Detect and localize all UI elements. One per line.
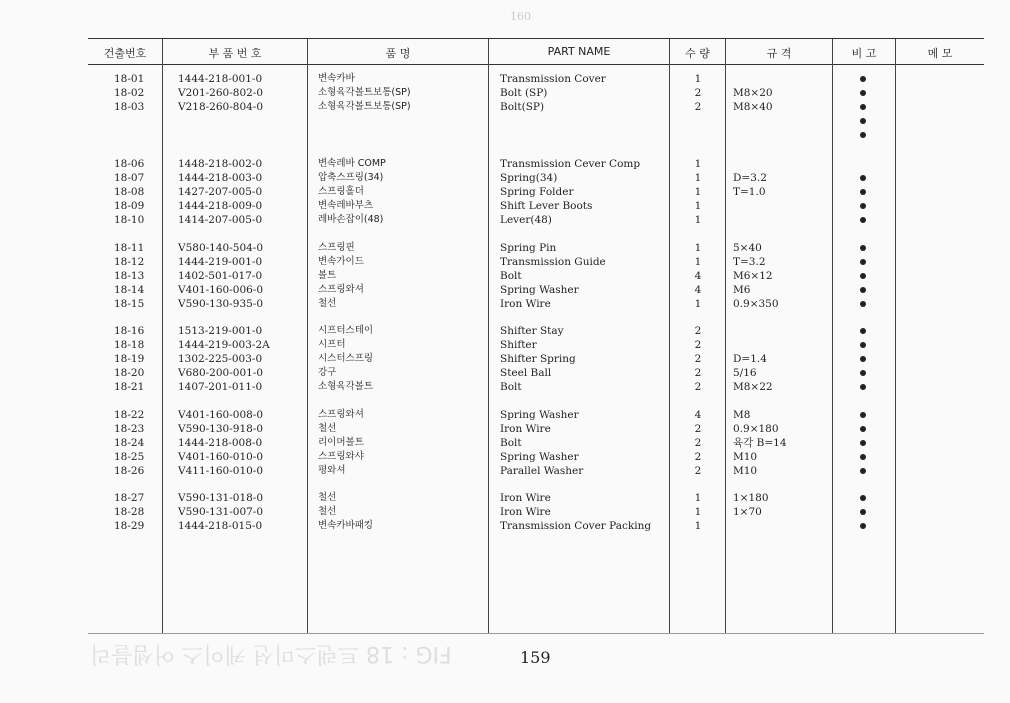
part-number: 1444-219-003-2A xyxy=(178,339,270,351)
remark-dot-icon xyxy=(860,132,866,138)
remark-dot-icon xyxy=(860,509,866,515)
remark-dot-icon xyxy=(860,259,866,265)
part-name-en: Spring Washer xyxy=(500,451,579,463)
specification: D=3.2 xyxy=(733,172,767,184)
quantity: 4 xyxy=(694,284,702,296)
remark-dot-icon xyxy=(860,370,866,376)
specification: 5×40 xyxy=(733,242,762,254)
remark-dot-icon xyxy=(860,245,866,251)
table-row xyxy=(88,505,984,519)
part-name-en: Spring Washer xyxy=(500,409,579,421)
part-number: V580-140-504-0 xyxy=(178,242,264,254)
part-name-kr: 변속카바패킹 xyxy=(318,520,374,531)
remark-dot-icon xyxy=(860,440,866,446)
part-name-kr: 소형육각볼트보통(SP) xyxy=(318,101,411,112)
remark-dot-icon xyxy=(860,523,866,529)
part-name-en: Transmission Cover Packing xyxy=(500,520,652,532)
remark-dot-icon xyxy=(860,104,866,110)
part-number: 1444-219-001-0 xyxy=(178,256,263,268)
remark-dot-icon xyxy=(860,412,866,418)
remark-dot-icon xyxy=(860,426,866,432)
remark-dot-icon xyxy=(860,356,866,362)
quantity: 1 xyxy=(694,158,702,170)
row-number: 18-19 xyxy=(114,353,145,365)
row-number: 18-18 xyxy=(114,339,145,351)
part-number: 1444-218-008-0 xyxy=(178,437,263,449)
row-number: 18-03 xyxy=(114,101,145,113)
specification: T=3.2 xyxy=(733,256,766,268)
top-page-mark: 160 xyxy=(510,10,531,23)
row-number: 18-10 xyxy=(114,214,145,226)
part-name-en: Iron Wire xyxy=(500,492,551,504)
part-number: V590-130-935-0 xyxy=(178,298,264,310)
part-name-kr: 스프링핀 xyxy=(318,242,355,253)
part-number: V401-160-010-0 xyxy=(178,451,264,463)
row-number: 18-12 xyxy=(114,256,145,268)
remark-dot-icon xyxy=(860,328,866,334)
part-name-en: Shifter Spring xyxy=(500,353,576,365)
row-number: 18-22 xyxy=(114,409,145,421)
row-number: 18-13 xyxy=(114,270,145,282)
part-name-kr: 변속레바부츠 xyxy=(318,200,374,211)
specification: 0.9×350 xyxy=(733,298,779,310)
table-row xyxy=(88,352,984,366)
quantity: 2 xyxy=(694,465,702,477)
header-spec: 규 격 xyxy=(766,47,792,60)
part-name-en: Transmission Cever Comp xyxy=(500,158,641,170)
table-bottom-rule xyxy=(88,633,984,634)
parts-table xyxy=(88,38,984,634)
specification: 0.9×180 xyxy=(733,423,779,435)
table-row xyxy=(88,366,984,380)
part-name-kr: 시스터스프링 xyxy=(318,353,374,364)
table-row xyxy=(88,450,984,464)
row-number: 18-15 xyxy=(114,298,145,310)
row-number: 18-21 xyxy=(114,381,145,393)
quantity: 1 xyxy=(694,298,702,310)
table-row xyxy=(88,86,984,100)
part-name-en: Parallel Washer xyxy=(500,465,584,477)
quantity: 2 xyxy=(694,381,702,393)
part-name-en: Spring(34) xyxy=(500,172,558,184)
part-name-en: Iron Wire xyxy=(500,506,551,518)
table-row xyxy=(88,128,984,142)
table-row xyxy=(88,157,984,171)
quantity: 1 xyxy=(694,186,702,198)
specification: D=1.4 xyxy=(733,353,767,365)
part-name-en: Bolt(SP) xyxy=(500,101,545,113)
table-row xyxy=(88,114,984,128)
part-number: V411-160-010-0 xyxy=(178,465,264,477)
header-memo: 메 모 xyxy=(927,47,953,60)
part-name-kr: 스프링와셔 xyxy=(318,284,364,295)
table-row xyxy=(88,255,984,269)
part-name-kr: 레바손잡이(48) xyxy=(318,214,384,225)
quantity: 2 xyxy=(694,451,702,463)
table-header xyxy=(88,39,984,65)
row-number: 18-02 xyxy=(114,87,145,99)
remark-dot-icon xyxy=(860,118,866,124)
specification: 1×70 xyxy=(733,506,762,518)
part-name-en: Iron Wire xyxy=(500,423,551,435)
specification: M6×12 xyxy=(733,270,773,282)
remark-dot-icon xyxy=(860,273,866,279)
part-number: V218-260-804-0 xyxy=(178,101,264,113)
part-name-en: Transmission Cover xyxy=(500,73,606,85)
remark-dot-icon xyxy=(860,217,866,223)
part-name-en: Bolt xyxy=(500,381,522,393)
part-number: 1414-207-005-0 xyxy=(178,214,263,226)
table-row xyxy=(88,100,984,114)
quantity: 2 xyxy=(694,423,702,435)
row-number: 18-11 xyxy=(114,242,145,254)
row-number: 18-20 xyxy=(114,367,145,379)
table-row xyxy=(88,408,984,422)
part-name-en: Lever(48) xyxy=(500,214,552,226)
table-row xyxy=(88,491,984,505)
part-name-en: Shifter Stay xyxy=(500,325,564,337)
table-row xyxy=(88,269,984,283)
part-name-en: Bolt xyxy=(500,270,522,282)
page-number: 159 xyxy=(520,648,551,667)
table-row xyxy=(88,185,984,199)
table-row xyxy=(88,380,984,394)
part-number: 1513-219-001-0 xyxy=(178,325,263,337)
row-number: 18-26 xyxy=(114,465,145,477)
quantity: 4 xyxy=(694,409,702,421)
row-number: 18-14 xyxy=(114,284,145,296)
quantity: 2 xyxy=(694,353,702,365)
part-name-kr: 철선 xyxy=(318,298,337,309)
header-no: 건출번호 xyxy=(103,47,147,60)
remark-dot-icon xyxy=(860,203,866,209)
header-name-kr: 품 명 xyxy=(385,47,411,60)
quantity: 2 xyxy=(694,101,702,113)
header-part-no: 부 품 번 호 xyxy=(208,47,262,60)
specification: M10 xyxy=(733,451,758,463)
header-name-en: PART NAME xyxy=(547,45,611,58)
part-name-kr: 소형육각볼트 xyxy=(318,381,374,392)
header-remark: 비 고 xyxy=(851,47,877,60)
quantity: 1 xyxy=(694,242,702,254)
part-name-kr: 리이머볼트 xyxy=(318,437,364,448)
quantity: 1 xyxy=(694,492,702,504)
part-name-en: Transmission Guide xyxy=(500,256,606,268)
table-row xyxy=(88,241,984,255)
part-name-kr: 압축스프링(34) xyxy=(318,172,384,183)
part-name-kr: 변속카바 xyxy=(318,73,355,84)
part-number: V590-130-918-0 xyxy=(178,423,264,435)
remark-dot-icon xyxy=(860,384,866,390)
part-name-en: Spring Folder xyxy=(500,186,574,198)
specification: M8×40 xyxy=(733,101,773,113)
quantity: 1 xyxy=(694,200,702,212)
quantity: 2 xyxy=(694,87,702,99)
row-number: 18-28 xyxy=(114,506,145,518)
part-number: 1427-207-005-0 xyxy=(178,186,263,198)
table-row xyxy=(88,171,984,185)
table-row xyxy=(88,297,984,311)
table-row xyxy=(88,213,984,227)
row-number: 18-23 xyxy=(114,423,145,435)
part-name-kr: 변속레바 COMP xyxy=(318,158,386,169)
part-name-kr: 강구 xyxy=(318,367,337,378)
table-row xyxy=(88,283,984,297)
part-number: 1302-225-003-0 xyxy=(178,353,263,365)
part-number: 1444-218-015-0 xyxy=(178,520,263,532)
quantity: 2 xyxy=(694,367,702,379)
part-number: 1448-218-002-0 xyxy=(178,158,263,170)
part-number: V590-131-018-0 xyxy=(178,492,264,504)
specification: 1×180 xyxy=(733,492,769,504)
part-name-en: Bolt (SP) xyxy=(500,87,548,99)
remark-dot-icon xyxy=(860,342,866,348)
quantity: 1 xyxy=(694,506,702,518)
table-row xyxy=(88,199,984,213)
remark-dot-icon xyxy=(860,287,866,293)
remark-dot-icon xyxy=(860,189,866,195)
part-number: V201-260-802-0 xyxy=(178,87,264,99)
part-name-kr: 소형육각볼트보통(SP) xyxy=(318,87,411,98)
specification: T=1.0 xyxy=(733,186,766,198)
quantity: 1 xyxy=(694,73,702,85)
remark-dot-icon xyxy=(860,468,866,474)
remark-dot-icon xyxy=(860,76,866,82)
part-name-kr: 시프터스테이 xyxy=(318,325,374,336)
part-number: 1444-218-003-0 xyxy=(178,172,263,184)
quantity: 2 xyxy=(694,339,702,351)
part-number: V590-131-007-0 xyxy=(178,506,264,518)
row-number: 18-01 xyxy=(114,73,145,85)
bleed-through-caption: FIG : 18 트랜스미션 케이스 어셈블리 xyxy=(90,641,452,666)
quantity: 1 xyxy=(694,214,702,226)
row-number: 18-08 xyxy=(114,186,145,198)
remark-dot-icon xyxy=(860,90,866,96)
part-number: 1407-201-011-0 xyxy=(178,381,263,393)
row-number: 18-06 xyxy=(114,158,145,170)
remark-dot-icon xyxy=(860,301,866,307)
part-name-kr: 시프터 xyxy=(318,339,346,350)
specification: M8 xyxy=(733,409,751,421)
part-name-kr: 스프링와샤 xyxy=(318,451,364,462)
table-row xyxy=(88,464,984,478)
specification: M8×22 xyxy=(733,381,773,393)
table-row xyxy=(88,324,984,338)
quantity: 1 xyxy=(694,520,702,532)
part-name-en: Spring Pin xyxy=(500,242,557,254)
part-name-en: Steel Ball xyxy=(500,367,552,379)
part-number: 1444-218-009-0 xyxy=(178,200,263,212)
part-number: 1402-501-017-0 xyxy=(178,270,263,282)
quantity: 1 xyxy=(694,256,702,268)
remark-dot-icon xyxy=(860,175,866,181)
part-name-en: Spring Washer xyxy=(500,284,579,296)
row-number: 18-09 xyxy=(114,200,145,212)
part-name-kr: 철선 xyxy=(318,492,337,503)
part-name-kr: 철선 xyxy=(318,506,337,517)
quantity: 2 xyxy=(694,437,702,449)
remark-dot-icon xyxy=(860,495,866,501)
row-number: 18-16 xyxy=(114,325,145,337)
specification: M8×20 xyxy=(733,87,773,99)
row-number: 18-25 xyxy=(114,451,145,463)
header-qty: 수 량 xyxy=(685,47,710,60)
table-row xyxy=(88,422,984,436)
part-name-kr: 변속가이드 xyxy=(318,256,364,267)
row-number: 18-27 xyxy=(114,492,145,504)
part-name-en: Bolt xyxy=(500,437,522,449)
specification: 육각 B=14 xyxy=(733,437,787,449)
part-name-kr: 볼트 xyxy=(318,270,337,281)
part-number: V680-200-001-0 xyxy=(178,367,264,379)
part-name-en: Shift Lever Boots xyxy=(500,200,593,212)
row-number: 18-29 xyxy=(114,520,145,532)
specification: M10 xyxy=(733,465,758,477)
part-number: 1444-218-001-0 xyxy=(178,73,263,85)
part-name-en: Shifter xyxy=(500,339,537,351)
part-name-kr: 스프링홀더 xyxy=(318,186,364,197)
row-number: 18-07 xyxy=(114,172,145,184)
part-number: V401-160-008-0 xyxy=(178,409,264,421)
part-name-kr: 평와셔 xyxy=(318,465,346,476)
table-row xyxy=(88,338,984,352)
specification: M6 xyxy=(733,284,751,296)
specification: 5/16 xyxy=(733,367,757,379)
row-number: 18-24 xyxy=(114,437,145,449)
quantity: 2 xyxy=(694,325,702,337)
table-row xyxy=(88,519,984,533)
part-name-en: Iron Wire xyxy=(500,298,551,310)
quantity: 1 xyxy=(694,172,702,184)
part-name-kr: 철선 xyxy=(318,423,337,434)
table-row xyxy=(88,72,984,86)
quantity: 4 xyxy=(694,270,702,282)
remark-dot-icon xyxy=(860,454,866,460)
table-row xyxy=(88,436,984,450)
part-number: V401-160-006-0 xyxy=(178,284,264,296)
part-name-kr: 스프링와셔 xyxy=(318,409,364,420)
